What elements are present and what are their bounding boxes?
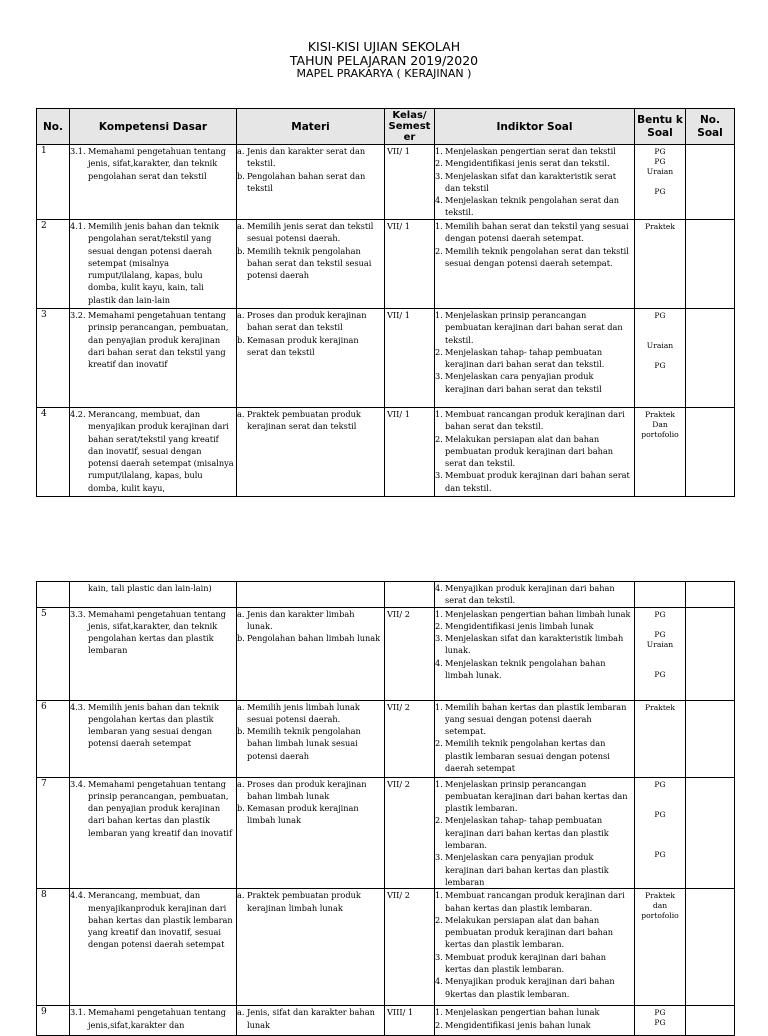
bentuk-soal-value: PG [654, 669, 666, 679]
materi-item: a. Jenis dan karakter serat dan tekstil. [237, 146, 366, 169]
bentuk-soal-value: PG [654, 187, 666, 196]
materi-item: a. Proses dan produk kerajinan bahan serat dan tekstil [237, 310, 367, 333]
materi-cell [237, 145, 385, 220]
bentuk-soal-value [635, 351, 685, 361]
kd-number: 3.2. [70, 310, 86, 320]
table-row [37, 1006, 735, 1036]
bentuk-soal-cell [635, 607, 686, 700]
indikator-item: 3. Menjelaskan cara penyajian produk kerajinan dari bahan serat dan tekstil [435, 371, 602, 394]
doc-title: KISI-KISI UJIAN SEKOLAH [307, 39, 461, 54]
bentuk-soal-cell [635, 309, 686, 408]
no-soal-cell [686, 309, 735, 408]
col-header-nosoal: No. Soal [686, 109, 735, 145]
bentuk-soal-value: Dan [652, 420, 668, 429]
bentuk-soal-value: portofolio [641, 430, 679, 439]
bentuk-soal-value: Uraian [646, 341, 674, 350]
kd-number: 3.4. [70, 778, 86, 789]
bentuk-soal-value: Praktek [644, 702, 675, 712]
indikator-cell [435, 607, 635, 700]
kelas-cell: VII/ 2 [385, 777, 435, 889]
kd-text: Memilih jenis bahan dan teknik pengolahan kertas dan plastik lembaran yang sesuai dengan potensi daerah setempat [88, 701, 219, 749]
indikator-item: 3. Membuat produk kerajinan dari bahan kertas dan plastik lembaran. [435, 951, 607, 975]
indikator-item: 4. Menjelaskan teknik pengolahan bahan limbah lunak. [435, 657, 606, 681]
bentuk-soal-value [635, 177, 685, 187]
indikator-item: 2. Memilih teknik pengolahan serat dan tekstil sesuai dengan potensi daerah setempat. [435, 245, 629, 268]
materi-item: a. Jenis, sifat dan karakter bahan lunak [237, 1007, 375, 1030]
bentuk-soal-value [635, 820, 685, 830]
kelas-cell: VII/ 1 [385, 145, 435, 220]
bentuk-soal-value [635, 830, 685, 840]
table-row [37, 408, 735, 497]
kd-number: 4.3. [70, 701, 86, 712]
materi-item: b. Memilih teknik pengolahan bahan serat dan tekstil sesuai potensi daerah [237, 245, 372, 281]
kompetensi-cell [70, 309, 237, 408]
indikator-list [435, 220, 634, 269]
doc-year: TAHUN PELAJARAN 2019/2020 [289, 53, 479, 68]
row-number: 5 [37, 607, 70, 700]
col-header-materi: Materi [237, 109, 385, 145]
indikator-item: 4. Menjelaskan teknik pengolahan serat dan tekstil. [435, 195, 620, 218]
bentuk-soal-value: PG [654, 779, 666, 789]
bentuk-soal-value: Praktek [644, 222, 675, 231]
indikator-cell [435, 889, 635, 1006]
kompetensi-cell [70, 700, 237, 777]
kompetensi-cell [70, 607, 237, 700]
materi-cell [237, 777, 385, 889]
indikator-item: 3. Menjelaskan sifat dan karakteristik serat dan tekstil [435, 170, 617, 193]
indikator-item: 2. Menjelaskan tahap- tahap pembuatan kerajinan dari bahan serat dan tekstil. [435, 346, 605, 370]
materi-item: b. Kemasan produk kerajinan serat dan tekstil [237, 334, 359, 357]
table-header-row [37, 109, 735, 145]
indikator-item: 1. Menjelaskan prinsip perancangan pembuatan kerajinan dari bahan serat dan tekstil. [435, 310, 623, 345]
indikator-cell [435, 777, 635, 889]
kd-text: Memahami pengetahuan tentang prinsip perancangan, pembuatan, dan penyajian produk kerajinan dari bahan serat dan tekstil yang kreatif dan inovatif [88, 310, 229, 370]
bentuk-soal-value: PG [654, 809, 666, 819]
indikator-list [435, 889, 634, 1000]
col-header-kompetensi: Kompetensi Dasar [70, 109, 237, 145]
bentuk-soal-value: PG [654, 1008, 666, 1018]
table-row [37, 700, 735, 777]
table-row [37, 607, 735, 700]
indikator-cell [435, 220, 635, 309]
materi-list [237, 1006, 384, 1031]
row-number: 7 [37, 777, 70, 889]
indikator-item: 2. Menjelaskan tahap- tahap pembuatan kerajinan dari bahan kertas dan plastik lembaran. [435, 815, 609, 851]
materi-item: a. Proses dan produk kerajinan bahan limbah lunak [237, 778, 367, 801]
bentuk-soal-cell [635, 408, 686, 497]
bentuk-soal-value: PG [654, 629, 666, 639]
indikator-cell [435, 408, 635, 497]
indikator-cell [435, 145, 635, 220]
kd-text: Merancang, membuat, dan menyajikan produk kerajinan dari bahan serat/tekstil yang kreatif dan inovatif, sesuai dengan potensi daerah setempat (misalnya rumput/ilalang, kapas, bulu domba, kulit kayu, [88, 409, 234, 493]
materi-item: b. Memilih teknik pengolahan bahan limbah lunak sesuai potensi daerah [237, 726, 361, 761]
kompetensi-cell [70, 145, 237, 220]
indikator-item: 2. Melakukan persiapan alat dan bahan pembuatan produk kerajinan dari bahan serat dan tekstil. [435, 433, 614, 469]
table-row [37, 777, 735, 889]
indikator-item: 1. Membuat rancangan produk kerajinan dari bahan kertas dan plastik lembaran. [435, 890, 625, 913]
indikator-item: 2. Mengidentifikasi jenis serat dan tekstil. [435, 158, 610, 169]
indikator-item: 1. Memilih bahan serat dan tekstil yang sesuai dengan potensi daerah setempat. [435, 221, 629, 244]
kompetensi-cell [70, 889, 237, 1006]
bentuk-soal-value: PG [654, 1018, 666, 1028]
materi-list [237, 778, 384, 827]
materi-item: b. Kemasan produk kerajinan limbah lunak [237, 803, 359, 826]
indikator-item: 1. Menjelaskan prinsip perancangan pembuatan kerajinan dari bahan kertas dan plastik lembaran. [435, 778, 628, 814]
materi-cell [237, 220, 385, 309]
materi-cell [237, 889, 385, 1006]
bentuk-soal-value: dan [652, 901, 668, 911]
bentuk-soal-value: PG [654, 157, 666, 166]
kompetensi-cell [70, 408, 237, 497]
bentuk-soal-cell [635, 889, 686, 1006]
bentuk-soal-value [635, 840, 685, 850]
col-header-indikator: Indiktor Soal [435, 109, 635, 145]
materi-item: a. Praktek pembuatan produk kerajinan limbah lunak [237, 890, 361, 913]
bentuk-soal-value [635, 650, 685, 660]
indikator-item: 2. Mengidentifikasi jenis limbah lunak [435, 620, 594, 631]
no-soal-cell [686, 1006, 735, 1036]
kd-number: 4.2. [70, 409, 86, 419]
doc-subject: MAPEL PRAKARYA ( KERAJINAN ) [296, 67, 472, 80]
indikator-cell [435, 309, 635, 408]
kd-text: Memilih jenis bahan dan teknik pengolahan serat/tekstil yang sesuai dengan potensi daerah setempat (misalnya rumput/ilalang, kapas, bulu domba, kulit kayu, kain, tali plastik dan lain-lain [88, 221, 219, 305]
bentuk-soal-cell [635, 700, 686, 777]
indikator-list [435, 309, 634, 395]
materi-cell [237, 309, 385, 408]
bentuk-soal-value: Praktek [644, 410, 675, 419]
table-row [37, 309, 735, 408]
bentuk-soal-cell [635, 1006, 686, 1036]
indikator-item: 1. Menjelaskan pengertian bahan lunak [435, 1007, 600, 1018]
bentuk-soal-value: PG [654, 609, 666, 619]
materi-cell [237, 408, 385, 497]
kd-number: 3.1. [70, 146, 86, 156]
indikator-item: 3. Menjelaskan cara penyajian produk kerajinan dari bahan kertas dan plastik lembaran [435, 852, 609, 887]
kd-text: Memahami pengetahuan tentang jenis,sifat,karakter dan [88, 1007, 227, 1030]
indikator-item: 3. Membuat produk kerajinan dari bahan serat dan tekstil. [435, 470, 630, 493]
bentuk-soal-cell [635, 777, 686, 889]
materi-list [237, 608, 384, 645]
kelas-cell: VIII/ 1 [385, 1006, 435, 1036]
bentuk-soal-value [635, 620, 685, 630]
no-soal-cell [686, 889, 735, 1006]
table-row-continuation [37, 582, 735, 608]
no-soal-cell [686, 607, 735, 700]
row-number: 3 [37, 309, 70, 408]
indikator-item: 1. Membuat rancangan produk kerajinan dari bahan serat dan tekstil. [435, 409, 625, 432]
row-number: 2 [37, 220, 70, 309]
bentuk-soal-value: Uraian [646, 167, 674, 176]
kd-number: 4.1. [70, 221, 86, 231]
row-number: 9 [37, 1006, 70, 1036]
materi-item: b. Pengolahan bahan serat dan tekstil [237, 170, 366, 193]
kisi-kisi-table-page1 [36, 108, 735, 497]
bentuk-soal-cell [635, 145, 686, 220]
indikator-item: 4. Menyajikan produk kerajinan dari bahan 9kertas dan plastik lembaran. [435, 976, 615, 999]
bentuk-soal-value [635, 790, 685, 800]
bentuk-soal-value [635, 660, 685, 670]
indikator-cell [435, 700, 635, 777]
bentuk-soal-value: Uraian [646, 639, 674, 649]
kelas-cell: VII/ 2 [385, 889, 435, 1006]
materi-cell [237, 607, 385, 700]
indikator-list [435, 608, 634, 682]
no-soal-cell [686, 220, 735, 309]
bentuk-soal-value: PG [654, 311, 666, 320]
bentuk-soal-value: PG [654, 849, 666, 859]
materi-list [237, 408, 384, 433]
table-row [37, 145, 735, 220]
no-soal-cell [686, 777, 735, 889]
indikator-item: 4. Menyajikan produk kerajinan dari bahan serat dan tekstil. [435, 583, 615, 606]
materi-list [237, 889, 384, 914]
kd-number: 3.3. [70, 608, 86, 619]
kd-number: 4.4. [70, 890, 86, 901]
row-number: 8 [37, 889, 70, 1006]
kd-text: Merancang, membuat, dan menyajikanproduk kerajinan dari bahan kertas dan plastik lembaran yang kreatif dan inovatif, sesuai dengan potensi daerah setempat [88, 890, 233, 950]
materi-list [237, 145, 384, 194]
indikator-item: 2. Memilih teknik pengolahan kertas dan plastik lembaran sesuai dengan potensi daerah setempat [435, 738, 610, 774]
bentuk-soal-value: PG [654, 361, 666, 370]
col-header-no: No. [37, 109, 70, 145]
kompetensi-cell [70, 220, 237, 309]
kd-number: 3.1. [70, 1007, 86, 1018]
kelas-cell: VII/ 2 [385, 700, 435, 777]
materi-list [237, 701, 384, 762]
row-number: 6 [37, 700, 70, 777]
row-number: 1 [37, 145, 70, 220]
indikator-cell [435, 1006, 635, 1036]
materi-list [237, 220, 384, 281]
materi-cell [237, 1006, 385, 1036]
bentuk-soal-value: portofolio [641, 911, 679, 921]
indikator-item: 3. Menjelaskan sifat dan karakteristik limbah lunak. [435, 633, 624, 656]
bentuk-soal-value [635, 321, 685, 331]
no-soal-cell [686, 408, 735, 497]
kelas-cell: VII/ 1 [385, 408, 435, 497]
materi-item: a. Memilih jenis serat dan tekstil sesuai potensi daerah. [237, 221, 374, 244]
indikator-list [435, 1006, 634, 1031]
kelas-cell: VII/ 1 [385, 309, 435, 408]
bentuk-soal-cell [635, 220, 686, 309]
kompetensi-cell [70, 1006, 237, 1036]
kelas-cell: VII/ 1 [385, 220, 435, 309]
materi-item: a. Memilih jenis limbah lunak sesuai potensi daerah. [237, 701, 360, 724]
row-number: 4 [37, 408, 70, 497]
indikator-list [435, 778, 634, 889]
kd-text: Memahami pengetahuan tentang prinsip perancangan, pembuatan, dan penyajian produk kerajinan dari bahan kertas dan plastik lembaran yang kreatif dan inovatif [88, 778, 233, 838]
no-soal-cell [686, 145, 735, 220]
kelas-cell: VII/ 2 [385, 607, 435, 700]
col-header-kelas: Kelas/ Semest er [385, 109, 435, 145]
bentuk-soal-value: PG [654, 147, 666, 156]
materi-item: a. Jenis dan karakter limbah lunak. [237, 608, 355, 631]
kd-continuation: kain, tali plastic dan lain-lain) [88, 583, 212, 593]
bentuk-soal-value: Praktek [644, 891, 675, 901]
col-header-bentuk: Bentu k Soal [635, 109, 686, 145]
indikator-list [435, 701, 634, 775]
kd-text: Memahami pengetahuan tentang jenis, sifat,karakter, dan teknik pengolahan serat dan tekstil [88, 146, 227, 181]
indikator-item: 2. Mengidentifikasi jenis bahan lunak [435, 1019, 591, 1030]
no-soal-cell [686, 700, 735, 777]
bentuk-soal-value [635, 800, 685, 810]
kd-text: Memahami pengetahuan tentang jenis, sifat,karakter, dan teknik pengolahan kertas dan plastik lembaran [88, 608, 227, 656]
indikator-item: 2. Melakukan persiapan alat dan bahan pembuatan produk kerajinan dari bahan kertas dan plastik lembaran. [435, 914, 614, 950]
kompetensi-cell [70, 777, 237, 889]
table-row [37, 220, 735, 309]
indikator-list [435, 145, 634, 219]
indikator-item: 1. Menjelaskan pengertian serat dan tekstil [435, 146, 616, 156]
table-row [37, 889, 735, 1006]
indikator-item: 1. Menjelaskan pengertian bahan limbah lunak [435, 608, 631, 619]
indikator-list [435, 408, 634, 494]
materi-cell [237, 700, 385, 777]
materi-item: a. Praktek pembuatan produk kerajinan serat dan tekstil [237, 409, 361, 432]
kisi-kisi-table-page2 [36, 581, 735, 1036]
bentuk-soal-value [635, 331, 685, 341]
indikator-item: 1. Memilih bahan kertas dan plastik lembaran yang sesuai dengan potensi daerah setempat. [435, 701, 627, 737]
materi-list [237, 309, 384, 358]
materi-item: b. Pengolahan bahan limbah lunak [237, 633, 381, 644]
